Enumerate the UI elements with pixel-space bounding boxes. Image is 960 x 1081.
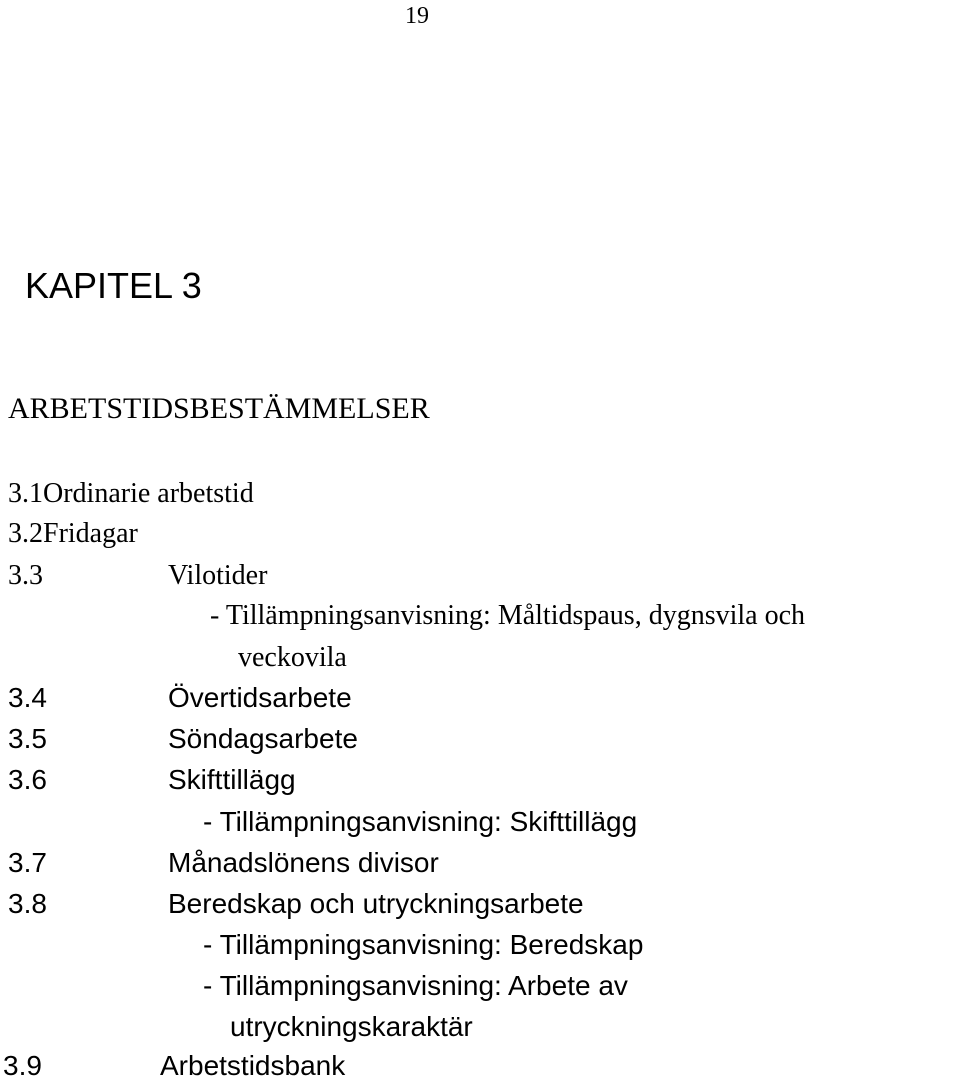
section-heading: ARBETSTIDSBESTÄMMELSER: [8, 392, 430, 425]
toc-entry-3-4-title: Övertidsarbete: [168, 682, 352, 713]
toc-entry-3-9-title: Arbetstidsbank: [160, 1050, 346, 1081]
toc-entry-3-6-title: Skifttillägg: [168, 764, 296, 795]
toc-entry-3-4-number: 3.4: [8, 682, 47, 713]
toc-entry-3-7-title: Månadslönens divisor: [168, 847, 439, 878]
toc-entry-3-6-number: 3.6: [8, 764, 47, 795]
toc-subentry-3-3-a: - Tillämpningsanvisning: Måltidspaus, dygnsvila och: [210, 600, 806, 631]
toc-entry-3-5-number: 3.5: [8, 723, 47, 754]
chapter-title: KAPITEL 3: [25, 265, 202, 306]
page-number: 19: [405, 3, 429, 29]
toc-entry-3-8-number: 3.8: [8, 888, 47, 919]
toc-subentry-3-6-a: - Tillämpningsanvisning: Skifttillägg: [203, 806, 638, 837]
toc-entry-3-8-title: Beredskap och utryckningsarbete: [168, 888, 584, 919]
toc-entry-3-3-number: 3.3: [8, 560, 43, 591]
toc-entry-3-2: 3.2Fridagar: [8, 518, 138, 549]
toc-entry-3-9-number: 3.9: [3, 1050, 42, 1081]
toc-entry-3-5-title: Söndagsarbete: [168, 723, 358, 754]
toc-subentry-3-3-a-continued: veckovila: [238, 642, 347, 673]
toc-subentry-3-8-a: - Tillämpningsanvisning: Beredskap: [203, 929, 644, 960]
toc-entry-3-1: 3.1Ordinarie arbetstid: [8, 478, 254, 509]
toc-subentry-3-8-b: - Tillämpningsanvisning: Arbete av: [203, 970, 628, 1001]
toc-subentry-3-8-b-continued: utryckningskaraktär: [230, 1011, 473, 1042]
toc-entry-3-3-title: Vilotider: [168, 560, 268, 591]
toc-entry-3-7-number: 3.7: [8, 847, 47, 878]
